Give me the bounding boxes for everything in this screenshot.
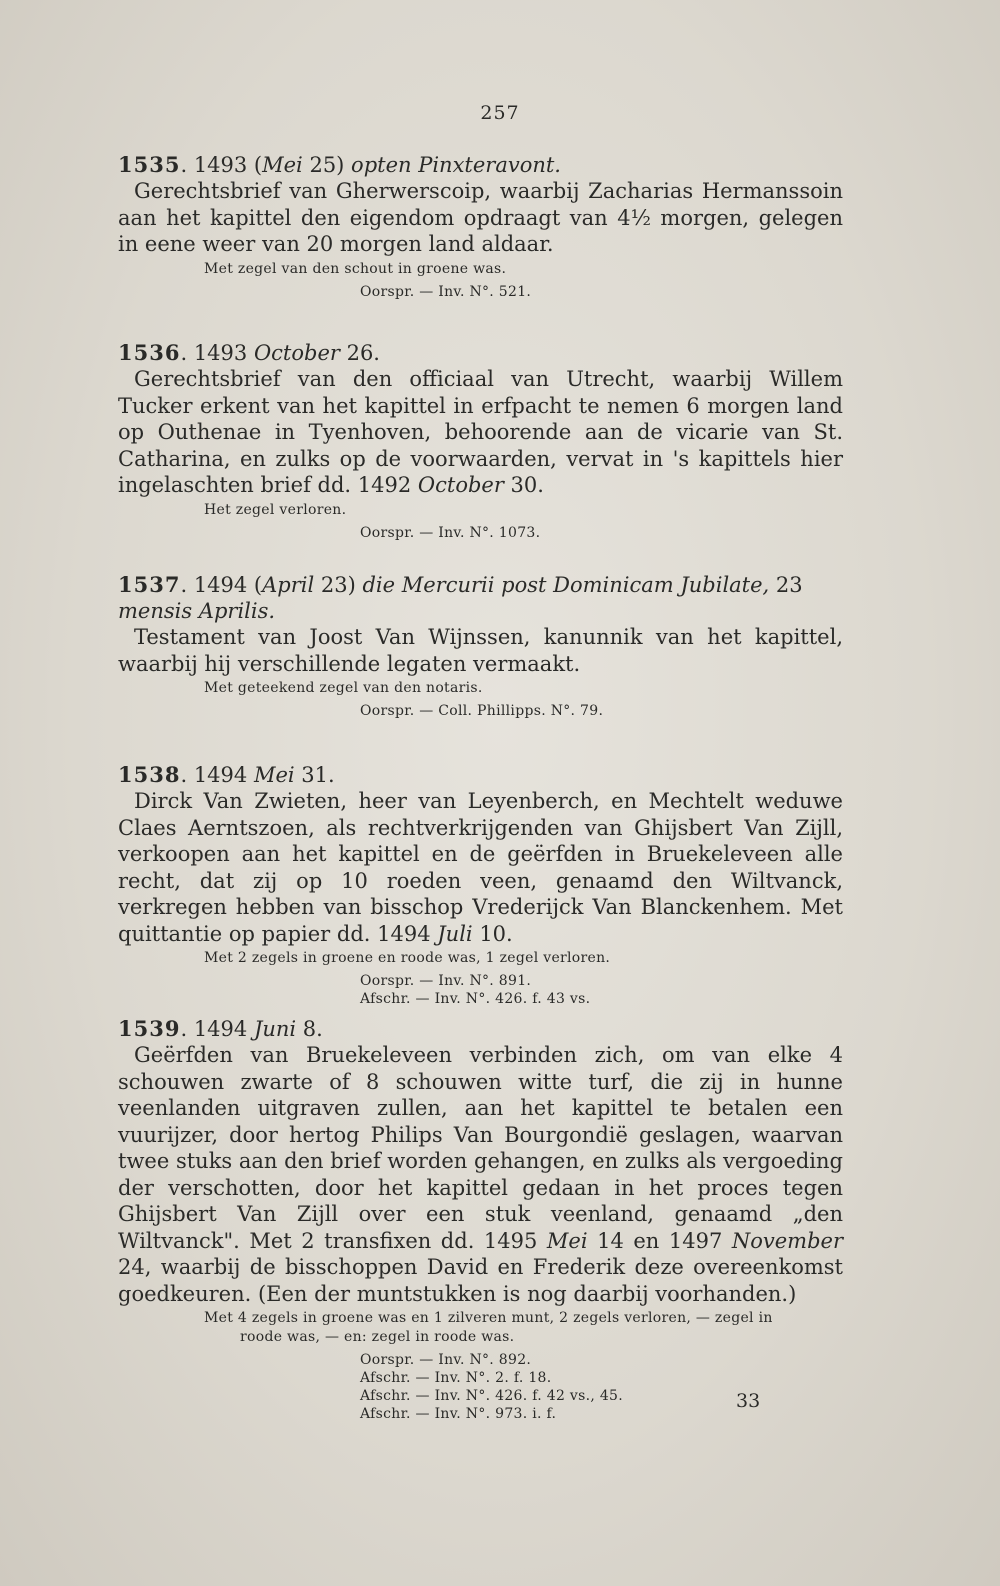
archive-references bbox=[118, 702, 843, 720]
seal-note: Het zegel verloren. bbox=[204, 501, 347, 518]
entry-heading: 1536. 1493 October 26. bbox=[118, 340, 380, 365]
entry-number: 1536 bbox=[118, 340, 181, 365]
seal-note: Met geteekend zegel van den notaris. bbox=[204, 680, 483, 696]
signature-mark: 33 bbox=[736, 1390, 761, 1412]
archive-reference: Oorspr. — Inv. N°. 521. bbox=[360, 283, 532, 300]
archive-reference: Afschr. — Inv. N°. 2. f. 18. bbox=[360, 1370, 552, 1386]
archive-reference: Afschr. — Inv. N°. 426. f. 43 vs. bbox=[360, 991, 591, 1007]
entry-text: Geërfden van Bruekeleveen verbinden zich, om van elke 4 schouwen zwarte of 8 schouwen witte turf, die zij in hunne veenlanden uitgraven zullen, aan het kapittel te betalen een vuurijzer, door hertog Philips Van Bourgondië geslagen, waarvan twee stuks aan den brief worden gehangen, en zulks als vergoeding der verschotten, door het kapittel gedaan in het proces tegen Ghijsbert Van Zijll over een stuk veenland, genaamd „den Wiltvanck". Met 2 transfixen dd. 1495 Mei 14 en 1497 November 24, waarbij de bisschoppen David en Frederik deze overeenkomst goedkeuren. (Een der muntstukken is nog daarbij voorhanden.) bbox=[118, 1043, 843, 1306]
page-number: 257 bbox=[480, 102, 520, 124]
entry-text: Gerechtsbrief van Gherwerscoip, waarbij Zacharias Hermanssoin aan het kapittel den eigendom opdraagt van 4½ morgen, gelegen in eene weer van 20 morgen land aldaar. bbox=[118, 179, 843, 256]
archive-references bbox=[118, 283, 843, 301]
entry-1536 bbox=[118, 340, 843, 542]
archive-references bbox=[118, 972, 843, 1008]
seal-note: Met zegel van den schout in groene was. bbox=[204, 260, 507, 277]
archive-reference: Oorspr. — Inv. N°. 891. bbox=[360, 973, 532, 989]
entry-text: Dirck Van Zwieten, heer van Leyenberch, en Mechtelt weduwe Claes Aerntszoen, als rechtverkrijgenden van Ghijsbert Van Zijll, verkoopen aan het kapittel en de geërfden in Bruekeleveen alle recht, dat zij op 10 roeden veen, genaamd den Wiltvanck, verkregen hebben van bisschop Vrederijck Van Blanckenhem. Met quittantie op papier dd. 1494 Juli 10. bbox=[118, 789, 843, 946]
archive-references bbox=[118, 524, 843, 542]
entry-1539 bbox=[118, 1016, 843, 1423]
entry-number: 1539 bbox=[118, 1016, 181, 1041]
entry-1535 bbox=[118, 152, 843, 301]
archive-references bbox=[118, 1351, 843, 1423]
entry-heading: 1537. 1494 (April 23) die Mercurii post Dominicam Jubilate, 23 mensis Aprilis. bbox=[118, 572, 803, 623]
entry-text: Testament van Joost Van Wijnssen, kanunnik van het kapittel, waarbij hij verschillende legaten vermaakt. bbox=[118, 625, 843, 676]
entry-1538 bbox=[118, 762, 843, 1008]
archive-reference: Oorspr. — Inv. N°. 892. bbox=[360, 1352, 532, 1368]
entry-number: 1535 bbox=[118, 152, 181, 177]
seal-note: Met 4 zegels in groene was en 1 zilveren munt, 2 zegels verloren, — zegel in roode was, — en: zegel in roode was. bbox=[204, 1310, 773, 1345]
archive-reference: Afschr. — Inv. N°. 426. f. 42 vs., 45. bbox=[360, 1388, 624, 1404]
archive-reference: Oorspr. — Coll. Phillipps. N°. 79. bbox=[360, 703, 604, 719]
archive-reference: Afschr. — Inv. N°. 973. i. f. bbox=[360, 1406, 557, 1422]
entry-1537 bbox=[118, 572, 843, 720]
entry-number: 1538 bbox=[118, 762, 181, 787]
entry-heading: 1538. 1494 Mei 31. bbox=[118, 762, 335, 787]
entry-heading: 1539. 1494 Juni 8. bbox=[118, 1016, 323, 1041]
entry-number: 1537 bbox=[118, 572, 181, 597]
archive-reference: Oorspr. — Inv. N°. 1073. bbox=[360, 524, 541, 541]
entry-text: Gerechtsbrief van den officiaal van Utrecht, waarbij Willem Tucker erkent van het kapittel in erfpacht te nemen 6 morgen land op Outhenae in Tyenhoven, behoorende aan de vicarie van St. Catharina, en zulks op de voorwaarden, vervat in 's kapittels hier ingelaschten brief dd. 1492 October 30. bbox=[118, 367, 843, 497]
entry-heading: 1535. 1493 (Mei 25) opten Pinxteravont. bbox=[118, 152, 561, 177]
seal-note: Met 2 zegels in groene en roode was, 1 zegel verloren. bbox=[204, 950, 611, 966]
